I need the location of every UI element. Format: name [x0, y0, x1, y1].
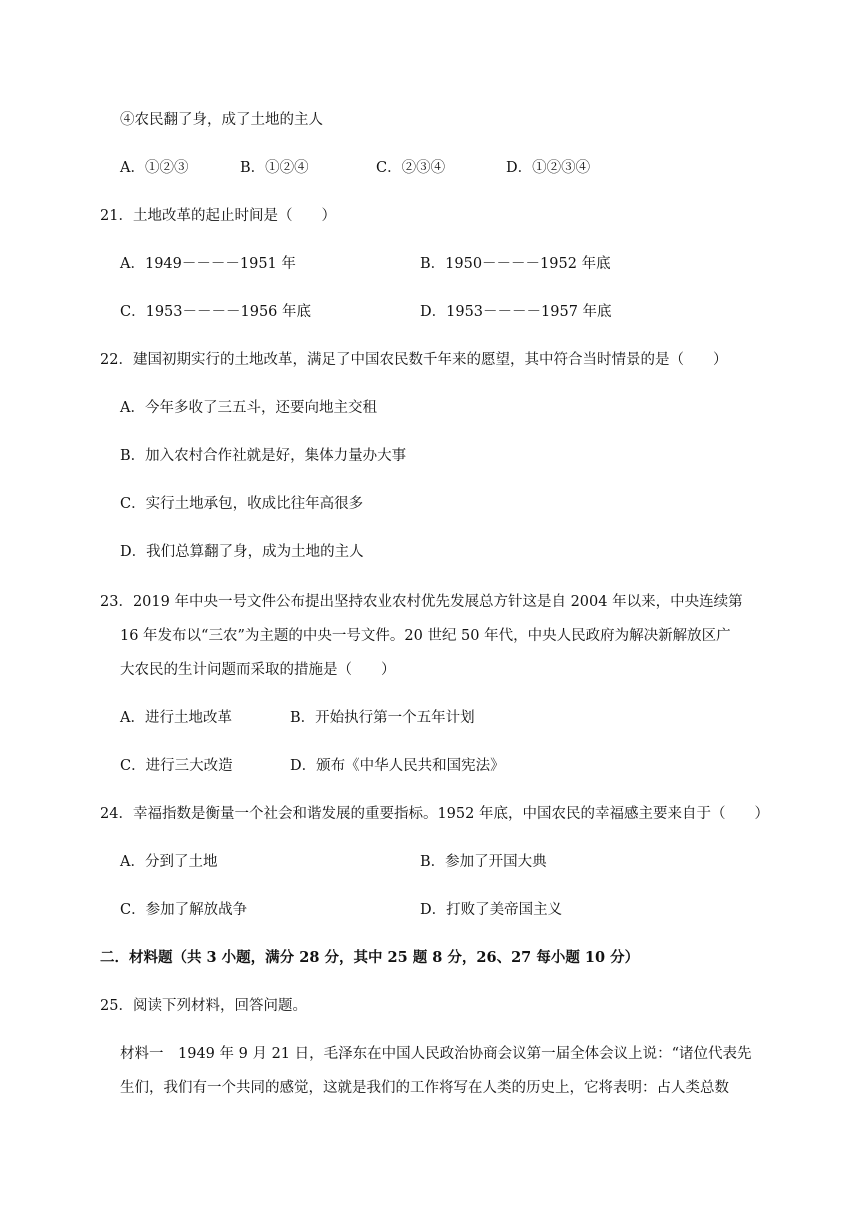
q20-option-c: C．②③④	[376, 160, 446, 176]
q22-option-b: B．加入农村合作社就是好，集体力量办大事	[120, 448, 407, 464]
q20-option-b: B．①②④	[240, 160, 309, 176]
q23-stem-line-1: 23．2019 年中央一号文件公布提出坚持农业农村优先发展总方针这是自 2004 年以来，中央连续第	[100, 594, 743, 610]
q21-option-b: B．1950－－－－1952 年底	[420, 256, 611, 272]
q22-option-a: A．今年多收了三五斗，还要向地主交租	[120, 400, 377, 416]
q24-stem: 24．幸福指数是衡量一个社会和谐发展的重要指标。1952 年底，中国农民的幸福感主要来自于（ ）	[100, 806, 769, 822]
q25-stem: 25．阅读下列材料，回答问题。	[100, 998, 307, 1014]
q25-material-line-2: 生们，我们有一个共同的感觉，这就是我们的工作将写在人类的历史上，它将表明：占人类总数	[120, 1080, 729, 1096]
q23-option-d: D．颁布《中华人民共和国宪法》	[290, 758, 505, 774]
q20-option-d: D．①②③④	[506, 160, 591, 176]
q22-option-c: C．实行土地承包，收成比往年高很多	[120, 496, 364, 512]
q25-material-line-1: 材料一 1949 年 9 月 21 日，毛泽东在中国人民政治协商会议第一届全体会议上说：“诸位代表先	[120, 1046, 752, 1062]
q21-option-a: A．1949－－－－1951 年	[120, 256, 296, 272]
q23-option-c: C．进行三大改造	[120, 758, 233, 774]
q20-statement-4: ④农民翻了身，成了土地的主人	[120, 112, 323, 128]
q23-option-a: A．进行土地改革	[120, 710, 232, 726]
q23-option-b: B．开始执行第一个五年计划	[290, 710, 475, 726]
q24-option-b: B．参加了开国大典	[420, 854, 547, 870]
q21-stem: 21．土地改革的起止时间是（ ）	[100, 208, 336, 224]
q23-stem-line-3: 大农民的生计问题而采取的措施是（ ）	[120, 662, 396, 678]
q24-option-a: A．分到了土地	[120, 854, 218, 870]
q23-stem-line-2: 16 年发布以“三农”为主题的中央一号文件。20 世纪 50 年代，中央人民政府为解决新解放区广	[120, 628, 731, 644]
q20-option-a: A．①②③	[120, 160, 189, 176]
q24-option-c: C．参加了解放战争	[120, 902, 248, 918]
q21-option-d: D．1953－－－－1957 年底	[420, 304, 612, 320]
q21-option-c: C．1953－－－－1956 年底	[120, 304, 312, 320]
q22-option-d: D．我们总算翻了身，成为土地的主人	[120, 544, 364, 560]
section-2-heading: 二．材料题（共 3 小题，满分 28 分，其中 25 题 8 分，26、27 每小题 10 分）	[100, 949, 640, 966]
q22-stem: 22．建国初期实行的土地改革，满足了中国农民数千年来的愿望，其中符合当时情景的是（ ）	[100, 352, 728, 368]
q24-option-d: D．打败了美帝国主义	[420, 902, 563, 918]
